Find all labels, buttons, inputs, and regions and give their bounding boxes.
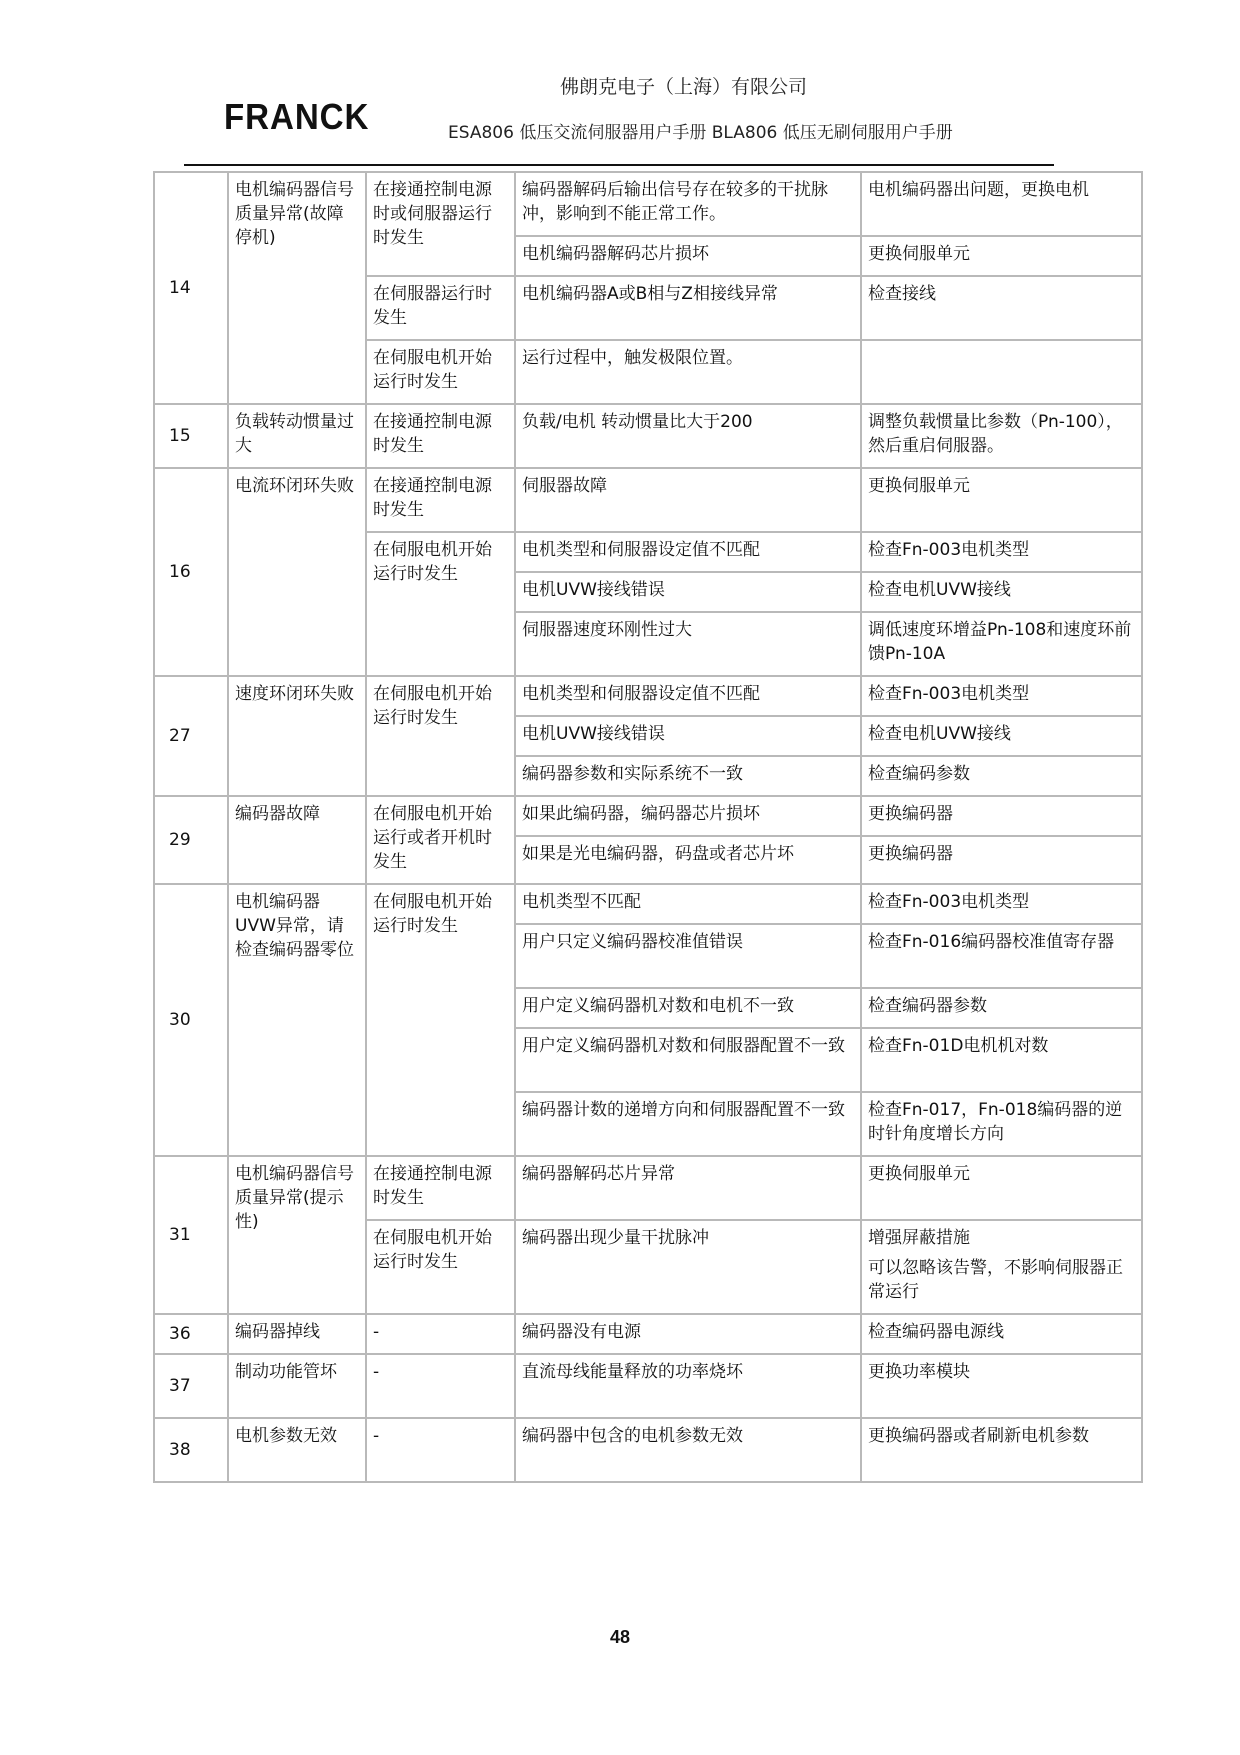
- table-row: [154, 884, 1142, 924]
- fault-code: 15: [154, 404, 228, 468]
- fault-cause: 直流母线能量释放的功率烧坏: [515, 1354, 861, 1418]
- fault-remedy: 检查接线: [861, 276, 1142, 340]
- fault-condition: 在伺服电机开始运行或者开机时发生: [366, 796, 515, 884]
- fault-condition: -: [366, 1354, 515, 1418]
- fault-remedy: 更换伺服单元: [861, 236, 1142, 276]
- fault-code: 29: [154, 796, 228, 884]
- fault-name: 速度环闭环失败: [228, 676, 366, 796]
- fault-remedy: 调整负载惯量比参数（Pn-100），然后重启伺服器。: [861, 404, 1142, 468]
- fault-condition: 在伺服电机开始运行时发生: [366, 676, 515, 796]
- fault-cause: 电机UVW接线错误: [515, 716, 861, 756]
- remedy-line: 可以忽略该告警，不影响伺服器正常运行: [868, 1258, 1123, 1302]
- fault-condition: 在伺服电机开始运行时发生: [366, 340, 515, 404]
- page-number: 48: [609, 1627, 631, 1647]
- fault-remedy: 检查编码器参数: [861, 988, 1142, 1028]
- fault-remedy: [861, 1220, 1142, 1314]
- fault-cause: 伺服器速度环刚性过大: [515, 612, 861, 676]
- fault-code: 36: [154, 1314, 228, 1354]
- fault-remedy: 调低速度环增益Pn-108和速度环前馈Pn-10A: [861, 612, 1142, 676]
- table-row: [154, 1418, 1142, 1482]
- fault-cause: 编码器解码芯片异常: [515, 1156, 861, 1220]
- fault-cause: 如果此编码器，编码器芯片损坏: [515, 796, 861, 836]
- fault-remedy: 更换伺服单元: [861, 468, 1142, 532]
- fault-remedy: 检查电机UVW接线: [861, 716, 1142, 756]
- table-row: [154, 172, 1142, 236]
- fault-name: 电机参数无效: [228, 1418, 366, 1482]
- fault-remedy: 检查Fn-016编码器校准值寄存器: [861, 924, 1142, 988]
- manual-subtitle: ESA806 低压交流伺服器用户手册 BLA806 低压无刷伺服用户手册: [448, 123, 953, 143]
- fault-condition: 在接通控制电源时发生: [366, 404, 515, 468]
- fault-code: 16: [154, 468, 228, 676]
- fault-remedy: 更换编码器或者刷新电机参数: [861, 1418, 1142, 1482]
- fault-remedy: 检查编码器电源线: [861, 1314, 1142, 1354]
- table-row: [154, 676, 1142, 716]
- fault-cause: 编码器出现少量干扰脉冲: [515, 1220, 861, 1314]
- fault-code: 37: [154, 1354, 228, 1418]
- fault-remedy: 检查Fn-003电机类型: [861, 676, 1142, 716]
- fault-name: 电机编码器信号质量异常(提示性): [228, 1156, 366, 1314]
- fault-cause: 编码器计数的递增方向和伺服器配置不一致: [515, 1092, 861, 1156]
- fault-table: [153, 171, 1143, 1483]
- fault-remedy: 检查电机UVW接线: [861, 572, 1142, 612]
- fault-condition: 在接通控制电源时发生: [366, 468, 515, 532]
- fault-remedy: 更换编码器: [861, 796, 1142, 836]
- fault-condition: 在伺服器运行时发生: [366, 276, 515, 340]
- fault-cause: 如果是光电编码器，码盘或者芯片坏: [515, 836, 861, 884]
- table-row: [154, 468, 1142, 532]
- table-row: [154, 1156, 1142, 1220]
- fault-cause: 电机类型和伺服器设定值不匹配: [515, 676, 861, 716]
- fault-remedy: 检查Fn-003电机类型: [861, 884, 1142, 924]
- fault-cause: 电机UVW接线错误: [515, 572, 861, 612]
- fault-cause: 编码器中包含的电机参数无效: [515, 1418, 861, 1482]
- fault-code: 14: [154, 172, 228, 404]
- fault-name: 制动功能管坏: [228, 1354, 366, 1418]
- fault-condition: -: [366, 1314, 515, 1354]
- fault-cause: 电机编码器解码芯片损坏: [515, 236, 861, 276]
- company-name: 佛朗克电子（上海）有限公司: [560, 76, 808, 98]
- fault-name: 电机编码器UVW异常，请检查编码器零位: [228, 884, 366, 1156]
- fault-name: 电流环闭环失败: [228, 468, 366, 676]
- fault-remedy: 检查Fn-003电机类型: [861, 532, 1142, 572]
- remedy-line: 增强屏蔽措施: [868, 1228, 970, 1248]
- fault-cause: 运行过程中，触发极限位置。: [515, 340, 861, 404]
- fault-remedy: 检查Fn-01D电机机对数: [861, 1028, 1142, 1092]
- fault-cause: 用户定义编码器机对数和电机不一致: [515, 988, 861, 1028]
- fault-condition: -: [366, 1418, 515, 1482]
- fault-cause: 编码器参数和实际系统不一致: [515, 756, 861, 796]
- header-rule: [184, 164, 1054, 166]
- table-row: [154, 796, 1142, 836]
- fault-remedy: 更换功率模块: [861, 1354, 1142, 1418]
- table-row: [154, 404, 1142, 468]
- fault-cause: 负载/电机 转动惯量比大于200: [515, 404, 861, 468]
- fault-condition: 在接通控制电源时发生: [366, 1156, 515, 1220]
- fault-cause: 编码器没有电源: [515, 1314, 861, 1354]
- fault-cause: 用户定义编码器机对数和伺服器配置不一致: [515, 1028, 861, 1092]
- fault-code: 27: [154, 676, 228, 796]
- fault-code: 38: [154, 1418, 228, 1482]
- fault-name: 编码器故障: [228, 796, 366, 884]
- fault-condition: 在伺服电机开始运行时发生: [366, 884, 515, 1156]
- brand-logo: FRANCK: [224, 96, 370, 137]
- fault-remedy: 电机编码器出问题，更换电机: [861, 172, 1142, 236]
- fault-remedy: 更换伺服单元: [861, 1156, 1142, 1220]
- fault-remedy: 检查Fn-017，Fn-018编码器的逆时针角度增长方向: [861, 1092, 1142, 1156]
- fault-name: 编码器掉线: [228, 1314, 366, 1354]
- fault-code: 30: [154, 884, 228, 1156]
- fault-cause: 用户只定义编码器校准值错误: [515, 924, 861, 988]
- fault-cause: 编码器解码后输出信号存在较多的干扰脉冲，影响到不能正常工作。: [515, 172, 861, 236]
- fault-condition: 在伺服电机开始运行时发生: [366, 532, 515, 676]
- fault-cause: 电机编码器A或B相与Z相接线异常: [515, 276, 861, 340]
- fault-remedy: [861, 340, 1142, 404]
- table-row: [154, 1314, 1142, 1354]
- fault-remedy: 更换编码器: [861, 836, 1142, 884]
- table-row: [154, 1354, 1142, 1418]
- fault-cause: 电机类型和伺服器设定值不匹配: [515, 532, 861, 572]
- fault-name: 电机编码器信号质量异常(故障停机): [228, 172, 366, 404]
- fault-cause: 电机类型不匹配: [515, 884, 861, 924]
- fault-condition: 在接通控制电源时或伺服器运行时发生: [366, 172, 515, 276]
- fault-name: 负载转动惯量过大: [228, 404, 366, 468]
- fault-condition: 在伺服电机开始运行时发生: [366, 1220, 515, 1314]
- fault-code: 31: [154, 1156, 228, 1314]
- fault-remedy: 检查编码参数: [861, 756, 1142, 796]
- fault-cause: 伺服器故障: [515, 468, 861, 532]
